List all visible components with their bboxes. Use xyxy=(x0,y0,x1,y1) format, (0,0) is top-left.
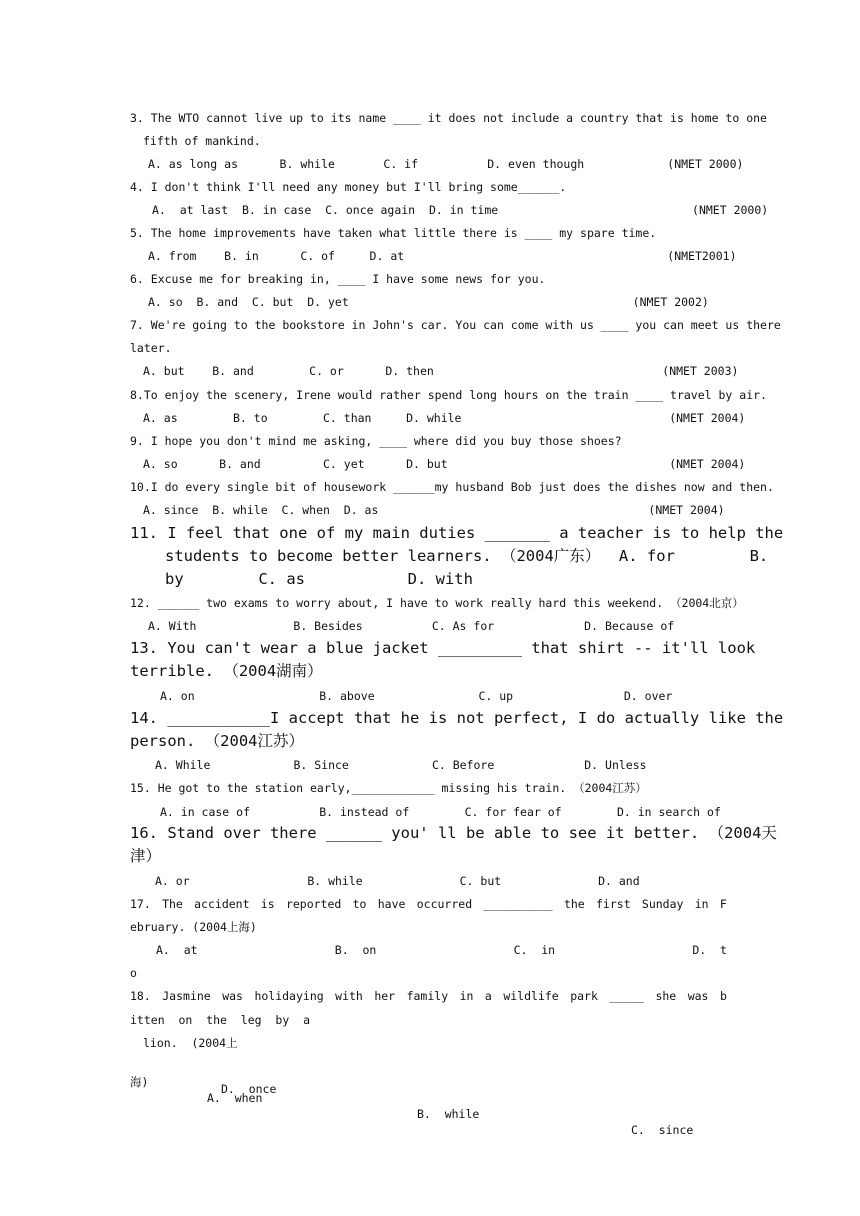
q7-stem-line2: later. xyxy=(130,341,172,355)
q12-stem: 12. ______ two exams to worry about, I have to work really hard this weekend. （2004北京） xyxy=(130,596,744,610)
q18-word: Jasmine xyxy=(162,989,211,1003)
q17-word: The xyxy=(162,897,183,911)
q6-options: A. so B. and C. but D. yet (NMET 2002) xyxy=(148,295,709,309)
q11-line1: 11. I feel that one of my main duties _______ a teacher is to help the xyxy=(130,524,784,542)
q18-word: wildlife xyxy=(503,989,559,1003)
q18-word: family xyxy=(406,989,449,1003)
q8-options: A. as B. to C. than D. while (NMET 2004) xyxy=(143,411,746,425)
q4-options: A. at last B. in case C. once again D. in time (NMET 2000) xyxy=(152,203,769,217)
q3-options: A. as long as B. while C. if D. even though (NMET 2000) xyxy=(148,157,744,171)
q3-stem-line1: 3. The WTO cannot live up to its name ____ it does not include a country that is home to one xyxy=(130,111,767,125)
q18-word: her xyxy=(374,989,396,1003)
q18-word: holidaying xyxy=(254,989,324,1003)
q17-line4: o xyxy=(130,966,137,980)
q18-source-end: 海) xyxy=(130,1075,149,1089)
q18-line3: lion. (2004上 xyxy=(143,1036,238,1050)
q18-word: _____ xyxy=(609,989,644,1003)
q6-stem: 6. Excuse me for breaking in, ____ I have some news for you. xyxy=(130,272,546,286)
q18-line4 xyxy=(130,1058,694,1138)
q18-word: a xyxy=(484,989,492,1003)
q17-word: 17. xyxy=(130,897,151,911)
q18-option-a: A. when xyxy=(207,1091,263,1105)
q5-stem: 5. The home improvements have taken what little there is ____ my spare time. xyxy=(130,226,657,240)
q18-word: with xyxy=(335,989,363,1003)
q14-line2: person. （2004江苏） xyxy=(130,732,304,750)
q18-line2: itten on the leg by a xyxy=(130,1013,311,1027)
q17-word: F xyxy=(719,897,727,911)
q17-line2: ebruary. (2004上海) xyxy=(130,920,257,934)
q4-stem: 4. I don't think I'll need any money but I'll bring some______. xyxy=(130,180,567,194)
q18-option-d: D. once xyxy=(221,1082,277,1096)
q17-word: reported xyxy=(285,897,342,911)
q14-line1: 14. ___________I accept that he is not perfect, I do actually like the xyxy=(130,709,784,727)
q17-option-b: B. on xyxy=(334,943,377,957)
q9-stem: 9. I hope you don't mind me asking, ____ where did you buy those shoes? xyxy=(130,434,622,448)
q8-stem: 8.To enjoy the scenery, Irene would rather spend long hours on the train ____ travel by air. xyxy=(130,388,767,402)
q18-line1 xyxy=(130,988,727,1004)
q18-word: park xyxy=(570,989,598,1003)
q17-option-a: A. at xyxy=(156,943,198,957)
q13-line2: terrible. （2004湖南） xyxy=(130,662,323,680)
q17-word: in xyxy=(694,897,709,911)
q18-word: 18. xyxy=(130,989,151,1003)
q7-options: A. but B. and C. or D. then (NMET 2003) xyxy=(143,364,739,378)
q5-options: A. from B. in C. of D. at (NMET2001) xyxy=(148,249,737,263)
q17-word: to xyxy=(352,897,367,911)
q17-word: is xyxy=(260,897,275,911)
q17-word: occurred xyxy=(416,897,473,911)
q10-options: A. since B. while C. when D. as (NMET 2004) xyxy=(143,503,725,517)
q17-option-d: D. t xyxy=(692,943,727,957)
q17-line1 xyxy=(130,896,727,912)
q9-options: A. so B. and C. yet D. but (NMET 2004) xyxy=(143,457,746,471)
q17-word: first xyxy=(596,897,631,911)
q18-word: she xyxy=(655,989,677,1003)
q17-options xyxy=(156,942,727,958)
q17-word: accident xyxy=(194,897,250,911)
q18-word: was xyxy=(222,989,243,1003)
q14-options: A. While B. Since C. Before D. Unless xyxy=(155,758,647,772)
q3-stem-line2: fifth of mankind. xyxy=(143,134,261,148)
q17-word: have xyxy=(377,897,406,911)
q16-line2: 津） xyxy=(130,847,162,865)
q17-word: __________ xyxy=(483,897,553,911)
q13-options: A. on B. above C. up D. over xyxy=(160,689,673,703)
q18-option-c: C. since xyxy=(631,1123,694,1137)
q18-word: b xyxy=(719,989,727,1003)
q11-line3: by C. as D. with xyxy=(165,570,473,588)
q17-option-c: C. in xyxy=(513,943,556,957)
q7-stem-line1: 7. We're going to the bookstore in John's car. You can come with us ____ you can meet us there xyxy=(130,318,781,332)
q12-options: A. With B. Besides C. As for D. Because of xyxy=(148,619,675,633)
q17-word: the xyxy=(563,897,585,911)
q18-word: was xyxy=(687,989,709,1003)
q11-line2: students to become better learners. （2004广东） A. for B. xyxy=(165,547,769,565)
q17-word: Sunday xyxy=(641,897,684,911)
q15-stem: 15. He got to the station early,____________ missing his train. （2004江苏） xyxy=(130,781,647,795)
q16-options: A. or B. while C. but D. and xyxy=(155,874,640,888)
q13-line1: 13. You can't wear a blue jacket _________ that shirt -- it'll look xyxy=(130,639,756,657)
q10-stem: 10.I do every single bit of housework ______my husband Bob just does the dishes now and then. xyxy=(130,480,774,494)
q15-options: A. in case of B. instead of C. for fear of D. in search of xyxy=(160,805,721,819)
q18-word: in xyxy=(459,989,474,1003)
q18-option-b: B. while xyxy=(417,1107,480,1121)
q16-line1: 16. Stand over there ______ you' ll be able to see it better. （2004天 xyxy=(130,824,777,842)
